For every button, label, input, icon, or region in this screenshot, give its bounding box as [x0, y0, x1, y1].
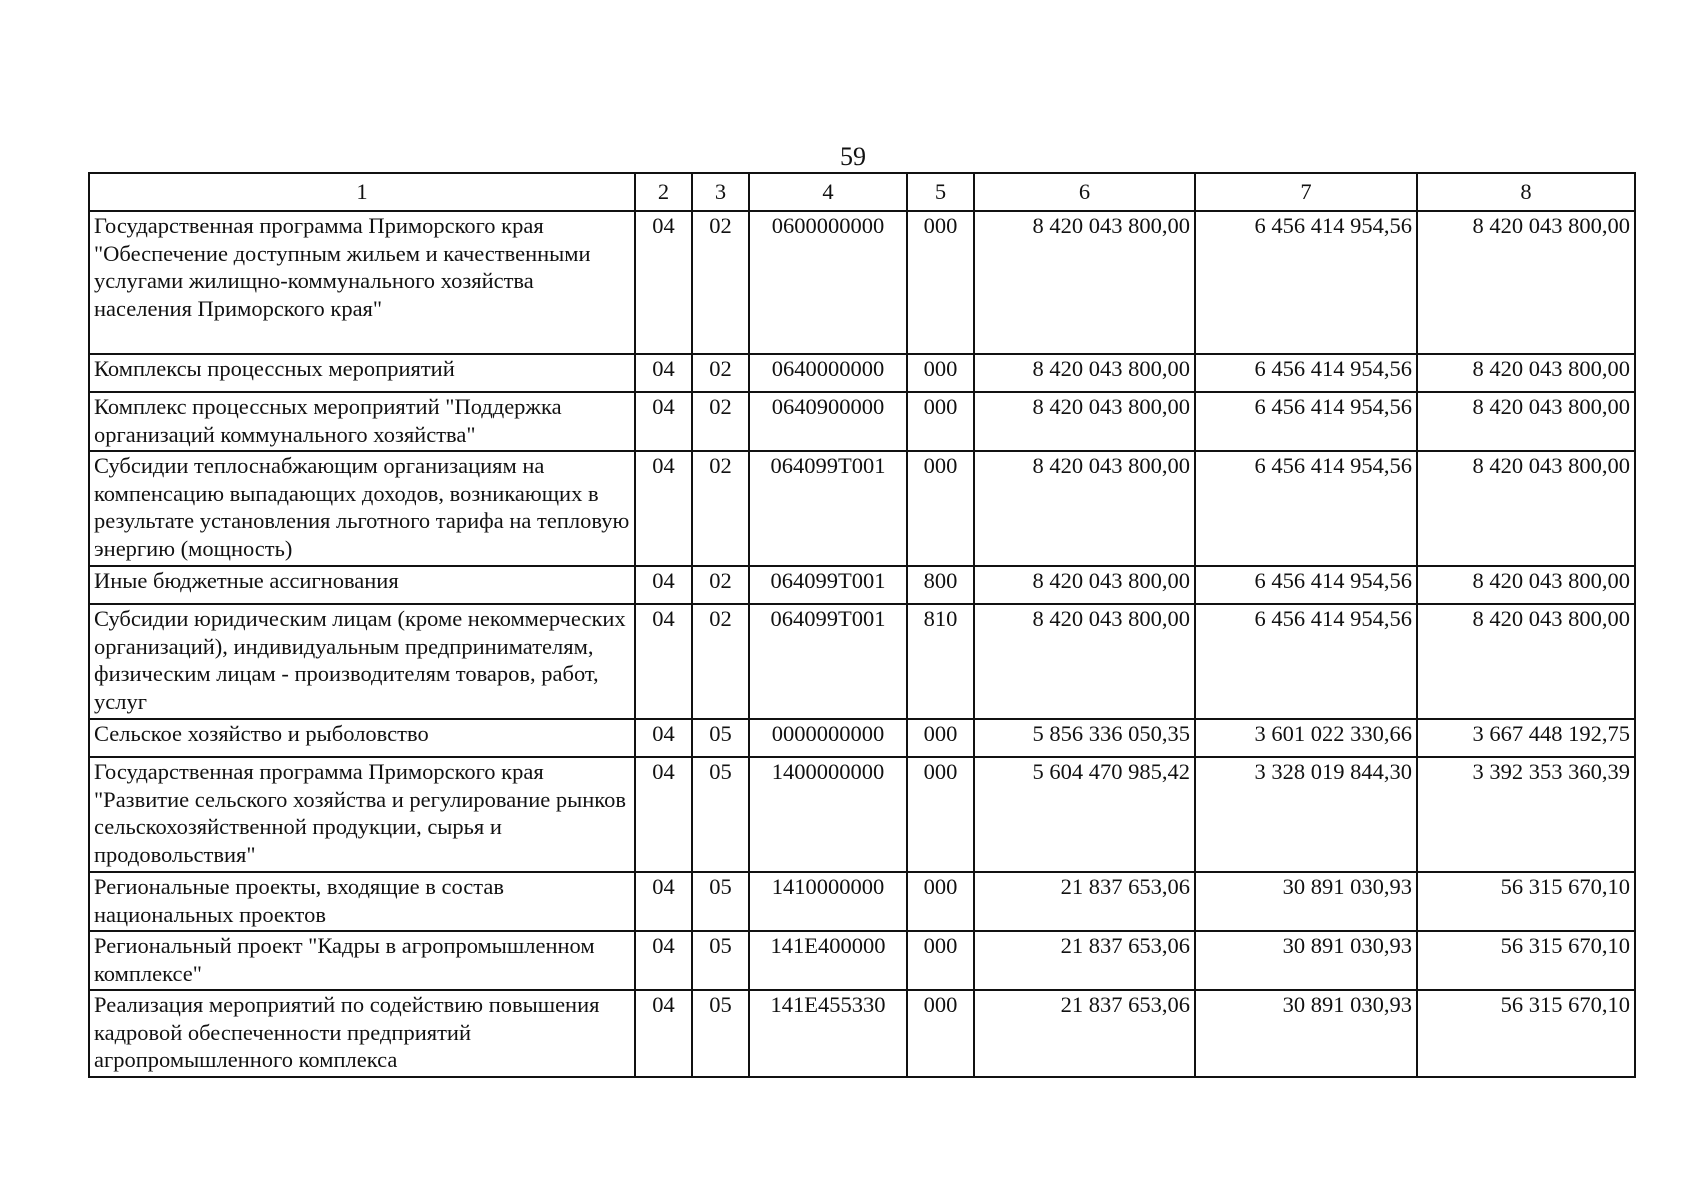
row-subsection: 05 — [692, 757, 749, 872]
row-name: Региональные проекты, входящие в состав национальных проектов — [89, 872, 635, 931]
row-amount-8: 8 420 043 800,00 — [1417, 451, 1635, 566]
header-cell-2: 2 — [635, 173, 692, 211]
row-amount-6: 8 420 043 800,00 — [974, 604, 1195, 719]
row-amount-8: 8 420 043 800,00 — [1417, 354, 1635, 392]
row-name: Государственная программа Приморского края "Развитие сельского хозяйства и регулирование рынков сельскохозяйственной продукции, сырья и продовольствия" — [89, 757, 635, 872]
row-expense-type: 000 — [907, 872, 974, 931]
row-expense-type: 810 — [907, 604, 974, 719]
row-amount-6: 21 837 653,06 — [974, 990, 1195, 1077]
row-amount-6: 8 420 043 800,00 — [974, 211, 1195, 354]
header-cell-3: 3 — [692, 173, 749, 211]
row-target-article: 1400000000 — [749, 757, 907, 872]
row-section: 04 — [635, 354, 692, 392]
row-target-article: 0640900000 — [749, 392, 907, 451]
row-amount-8: 8 420 043 800,00 — [1417, 392, 1635, 451]
header-row — [89, 173, 1635, 211]
row-target-article: 141Е455330 — [749, 990, 907, 1077]
row-amount-8: 8 420 043 800,00 — [1417, 604, 1635, 719]
row-section: 04 — [635, 566, 692, 604]
row-amount-8: 56 315 670,10 — [1417, 872, 1635, 931]
row-amount-6: 8 420 043 800,00 — [974, 451, 1195, 566]
row-target-article: 0000000000 — [749, 719, 907, 757]
row-amount-8: 8 420 043 800,00 — [1417, 566, 1635, 604]
header-cell-6: 6 — [974, 173, 1195, 211]
row-subsection: 05 — [692, 931, 749, 990]
row-section: 04 — [635, 757, 692, 872]
row-expense-type: 000 — [907, 990, 974, 1077]
table-row — [89, 990, 1635, 1077]
row-section: 04 — [635, 451, 692, 566]
row-amount-7: 6 456 414 954,56 — [1195, 566, 1417, 604]
table-row — [89, 872, 1635, 931]
row-amount-6: 21 837 653,06 — [974, 931, 1195, 990]
header-cell-1: 1 — [89, 173, 635, 211]
header-cell-4: 4 — [749, 173, 907, 211]
table-row — [89, 757, 1635, 872]
row-expense-type: 800 — [907, 566, 974, 604]
row-amount-6: 8 420 043 800,00 — [974, 354, 1195, 392]
row-amount-8: 56 315 670,10 — [1417, 931, 1635, 990]
header-cell-7: 7 — [1195, 173, 1417, 211]
row-target-article: 064099Т001 — [749, 451, 907, 566]
row-amount-8: 56 315 670,10 — [1417, 990, 1635, 1077]
row-section: 04 — [635, 211, 692, 354]
row-name: Сельское хозяйство и рыболовство — [89, 719, 635, 757]
row-subsection: 02 — [692, 354, 749, 392]
row-amount-8: 3 392 353 360,39 — [1417, 757, 1635, 872]
row-amount-7: 6 456 414 954,56 — [1195, 604, 1417, 719]
row-name: Региональный проект "Кадры в агропромышленном комплексе" — [89, 931, 635, 990]
row-section: 04 — [635, 931, 692, 990]
row-amount-8: 8 420 043 800,00 — [1417, 211, 1635, 354]
row-expense-type: 000 — [907, 392, 974, 451]
row-amount-7: 6 456 414 954,56 — [1195, 354, 1417, 392]
row-section: 04 — [635, 392, 692, 451]
row-amount-8: 3 667 448 192,75 — [1417, 719, 1635, 757]
row-name: Субсидии теплоснабжающим организациям на компенсацию выпадающих доходов, возникающих в результате установления льготного тарифа на тепловую энергию (мощность) — [89, 451, 635, 566]
row-subsection: 05 — [692, 719, 749, 757]
row-name: Комплексы процессных мероприятий — [89, 354, 635, 392]
row-name: Государственная программа Приморского края "Обеспечение доступным жильем и качественными услугами жилищно-коммунального хозяйства населения Приморского края" — [89, 211, 635, 354]
row-amount-6: 5 856 336 050,35 — [974, 719, 1195, 757]
table-row — [89, 604, 1635, 719]
row-expense-type: 000 — [907, 757, 974, 872]
table-row — [89, 566, 1635, 604]
row-amount-7: 6 456 414 954,56 — [1195, 392, 1417, 451]
row-subsection: 02 — [692, 451, 749, 566]
table-row — [89, 451, 1635, 566]
row-amount-7: 3 328 019 844,30 — [1195, 757, 1417, 872]
row-expense-type: 000 — [907, 354, 974, 392]
row-amount-7: 30 891 030,93 — [1195, 872, 1417, 931]
row-amount-7: 30 891 030,93 — [1195, 931, 1417, 990]
row-target-article: 141Е400000 — [749, 931, 907, 990]
row-subsection: 02 — [692, 566, 749, 604]
page-number: 59 — [840, 142, 866, 171]
row-amount-6: 5 604 470 985,42 — [974, 757, 1195, 872]
row-name: Иные бюджетные ассигнования — [89, 566, 635, 604]
budget-table — [88, 172, 1636, 1078]
row-amount-7: 3 601 022 330,66 — [1195, 719, 1417, 757]
row-amount-6: 21 837 653,06 — [974, 872, 1195, 931]
row-target-article: 1410000000 — [749, 872, 907, 931]
row-subsection: 05 — [692, 872, 749, 931]
row-target-article: 0600000000 — [749, 211, 907, 354]
row-name: Комплекс процессных мероприятий "Поддержка организаций коммунального хозяйства" — [89, 392, 635, 451]
table-row — [89, 354, 1635, 392]
row-target-article: 0640000000 — [749, 354, 907, 392]
row-name: Реализация мероприятий по содействию повышения кадровой обеспеченности предприятий агропромышленного комплекса — [89, 990, 635, 1077]
table-row — [89, 719, 1635, 757]
row-section: 04 — [635, 872, 692, 931]
row-subsection: 02 — [692, 211, 749, 354]
row-section: 04 — [635, 604, 692, 719]
row-amount-7: 30 891 030,93 — [1195, 990, 1417, 1077]
row-subsection: 02 — [692, 604, 749, 719]
table-row — [89, 211, 1635, 354]
header-cell-8: 8 — [1417, 173, 1635, 211]
row-expense-type: 000 — [907, 931, 974, 990]
row-target-article: 064099Т001 — [749, 566, 907, 604]
row-section: 04 — [635, 719, 692, 757]
row-amount-7: 6 456 414 954,56 — [1195, 211, 1417, 354]
row-expense-type: 000 — [907, 451, 974, 566]
row-amount-7: 6 456 414 954,56 — [1195, 451, 1417, 566]
row-name: Субсидии юридическим лицам (кроме некоммерческих организаций), индивидуальным предпринимателям, физическим лицам - производителям товаров, работ, услуг — [89, 604, 635, 719]
row-subsection: 05 — [692, 990, 749, 1077]
table-row — [89, 392, 1635, 451]
table-row — [89, 931, 1635, 990]
row-section: 04 — [635, 990, 692, 1077]
row-expense-type: 000 — [907, 719, 974, 757]
row-subsection: 02 — [692, 392, 749, 451]
row-expense-type: 000 — [907, 211, 974, 354]
row-target-article: 064099Т001 — [749, 604, 907, 719]
row-amount-6: 8 420 043 800,00 — [974, 392, 1195, 451]
header-cell-5: 5 — [907, 173, 974, 211]
row-amount-6: 8 420 043 800,00 — [974, 566, 1195, 604]
